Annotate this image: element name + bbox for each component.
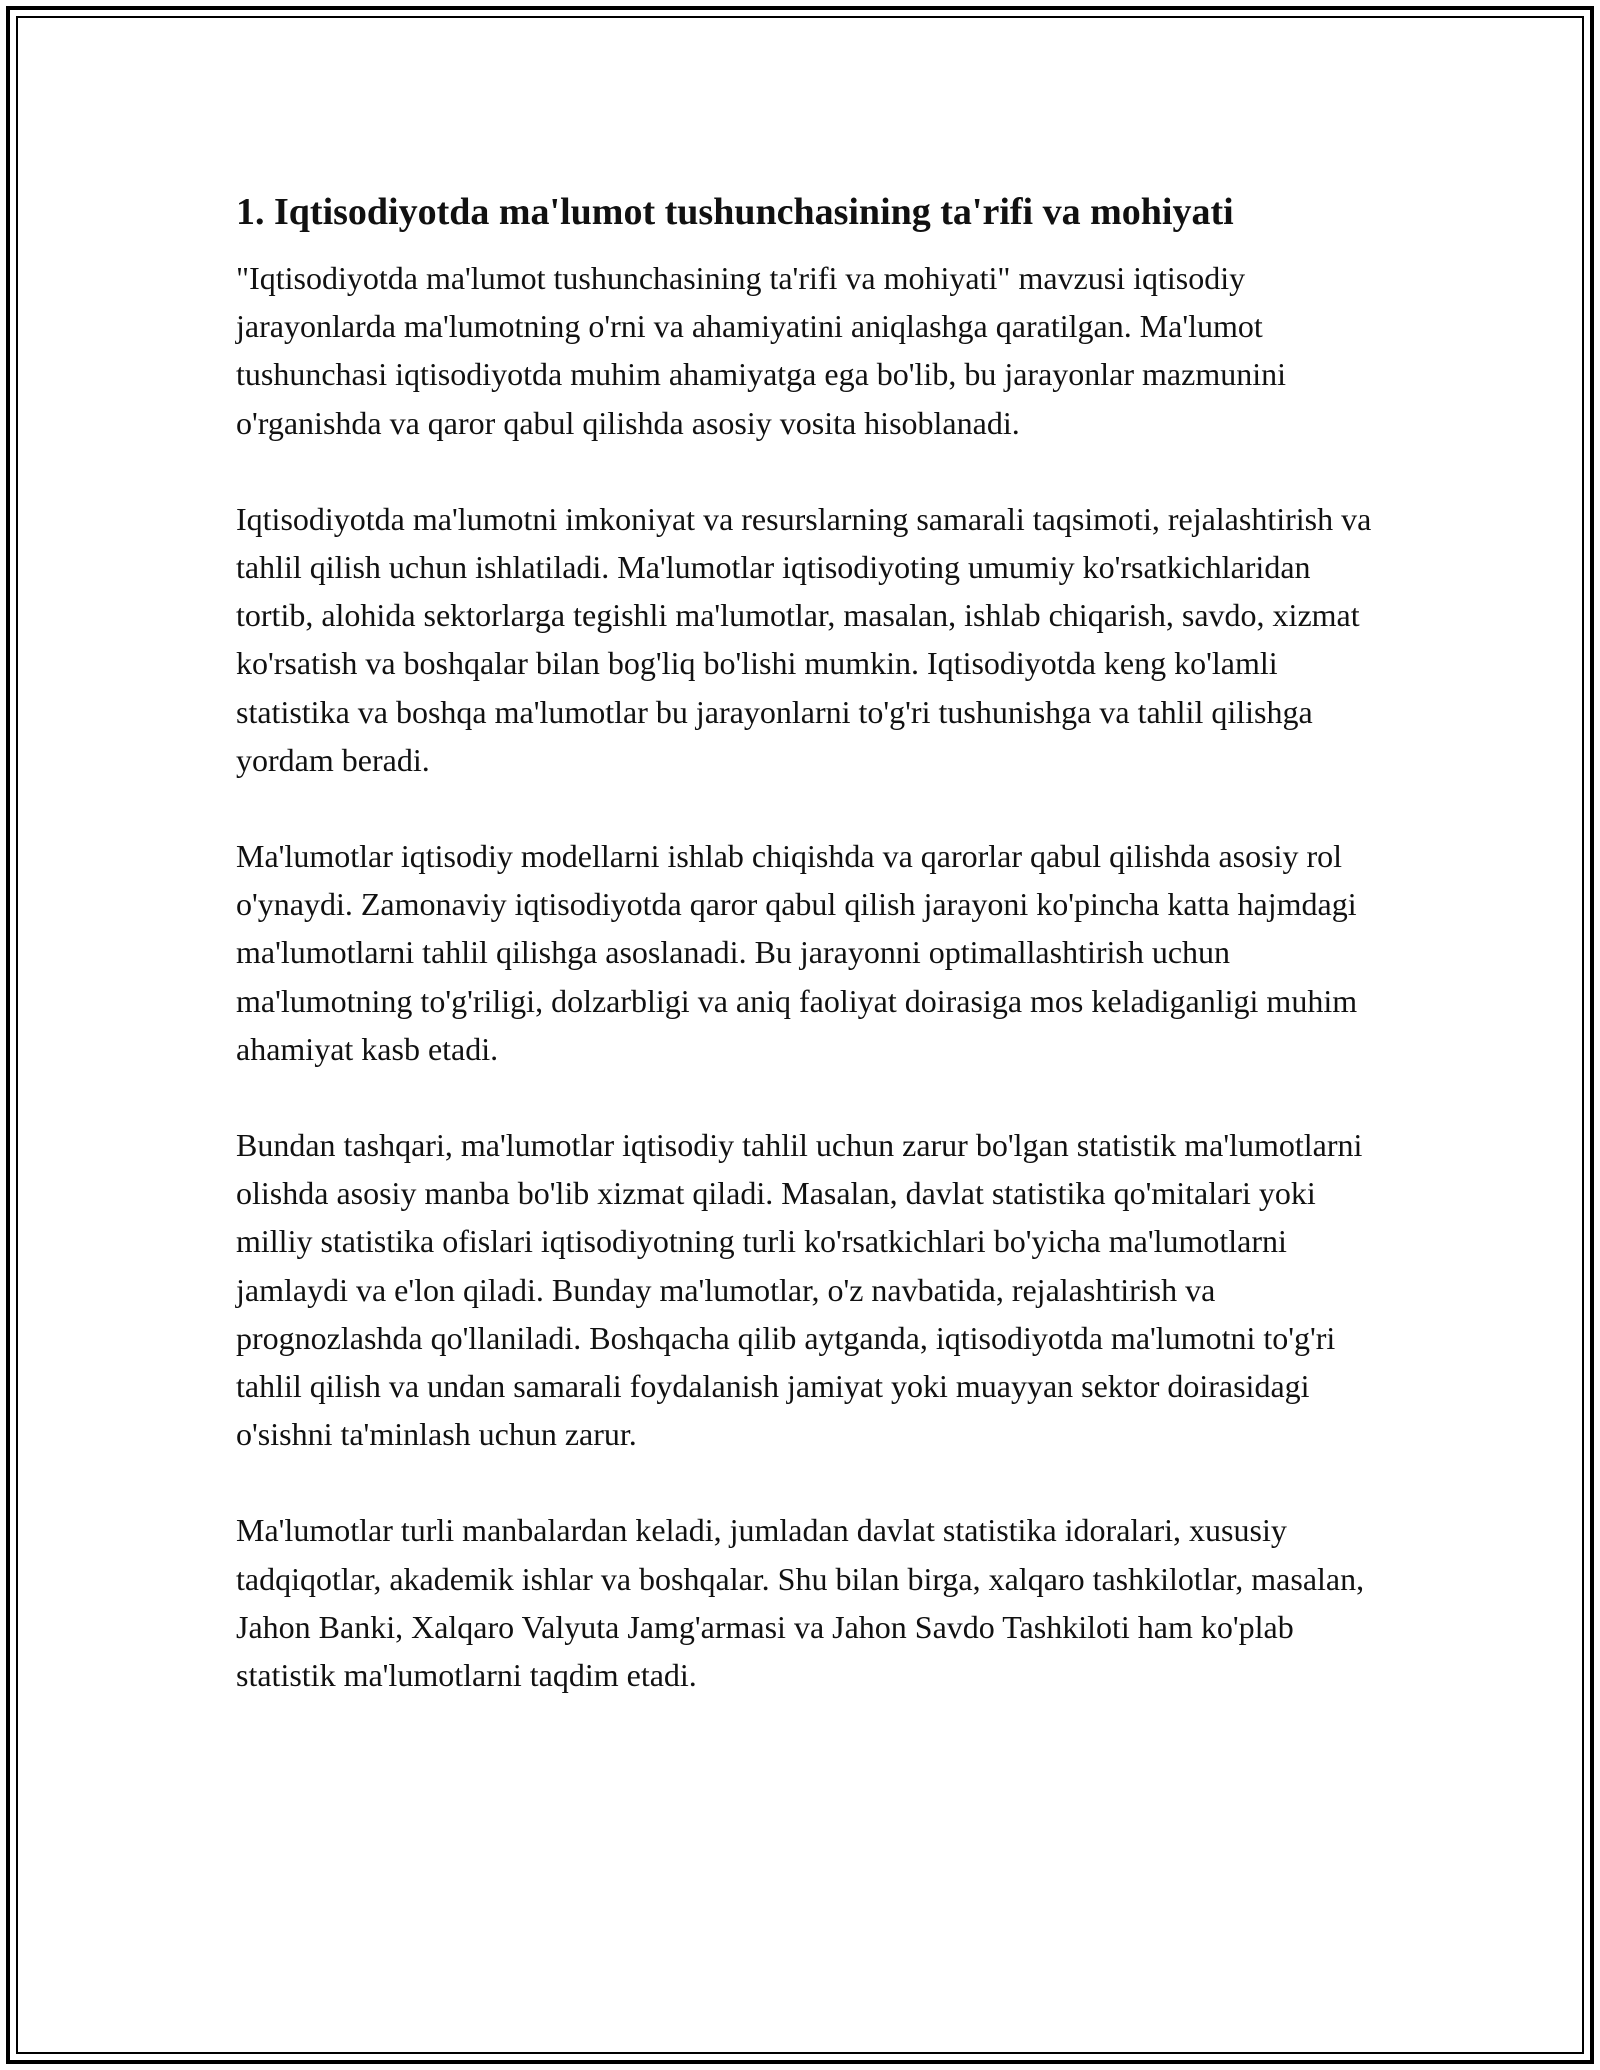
paragraph-4: Bundan tashqari, ma'lumotlar iqtisodiy tahlil uchun zarur bo'lgan statistik ma'lumotlarni olishda asosiy manba bo'lib xizmat qiladi. Masalan, davlat statistika qo'mitalari yoki milliy statistika ofislari iqtisodiyotning turli ko'rsatkichlari bo'yicha ma'lumotlarni jamlaydi va e'lon qiladi. Bunday ma'lumotlar, o'z navbatida, rejalashtirish va prognozlashda qo'llaniladi. Boshqacha qilib aytganda, iqtisodiyotda ma'lumotni to'g'ri tahlil qilish va undan samarali foydalanish jamiyat yoki muayyan sektor doirasidagi o'sishni ta'minlash uchun zarur. xyxy=(236,1127,1363,1453)
paragraph-5: Ma'lumotlar turli manbalardan keladi, jumladan davlat statistika idoralari, xususiy tadqiqotlar, akademik ishlar va boshqalar. Shu bilan birga, xalqaro tashkilotlar, masalan, Jahon Banki, Xalqaro Valyuta Jamg'armasi va Jahon Savdo Tashkiloti ham ko'plab statistik ma'lumotlarni taqdim etadi. xyxy=(236,1512,1365,1694)
section-heading: 1. Iqtisodiyotda ma'lumot tushunchasining ta'rifi va mohiyati xyxy=(236,191,1234,233)
document-body xyxy=(236,188,1376,1747)
paragraph-1: "Iqtisodiyotda ma'lumot tushunchasining ta'rifi va mohiyati" mavzusi iqtisodiy jarayonlarda ma'lumotning o'rni va ahamiyatini aniqlashga qaratilgan. Ma'lumot tushunchasi iqtisodiyotda muhim ahamiyatga ega bo'lib, bu jarayonlar mazmunini o'rganishda va qaror qabul qilishda asosiy vosita hisoblanadi. xyxy=(236,260,1286,441)
paragraph-3: Ma'lumotlar iqtisodiy modellarni ishlab chiqishda va qarorlar qabul qilishda asosiy rol o'ynaydi. Zamonaviy iqtisodiyotda qaror qabul qilish jarayoni ko'pincha katta hajmdagi ma'lumotlarni tahlil qilishga asoslanadi. Bu jarayonni optimallashtirish uchun ma'lumotning to'g'riligi, dolzarbligi va aniq faoliyat doirasiga mos keladiganligi muhim ahamiyat kasb etadi. xyxy=(236,838,1358,1067)
paragraph-2: Iqtisodiyotda ma'lumotni imkoniyat va resurslarning samarali taqsimoti, rejalashtirish va tahlil qilish uchun ishlatiladi. Ma'lumotlar iqtisodiyoting umumiy ko'rsatkichlaridan tortib, alohida sektorlarga tegishli ma'lumotlar, masalan, ishlab chiqarish, savdo, xizmat ko'rsatish va boshqalar bilan bog'liq bo'lishi mumkin. Iqtisodiyotda keng ko'lamli statistika va boshqa ma'lumotlar bu jarayonlarni to'g'ri tushunishga va tahlil qilishga yordam beradi. xyxy=(236,500,1372,778)
